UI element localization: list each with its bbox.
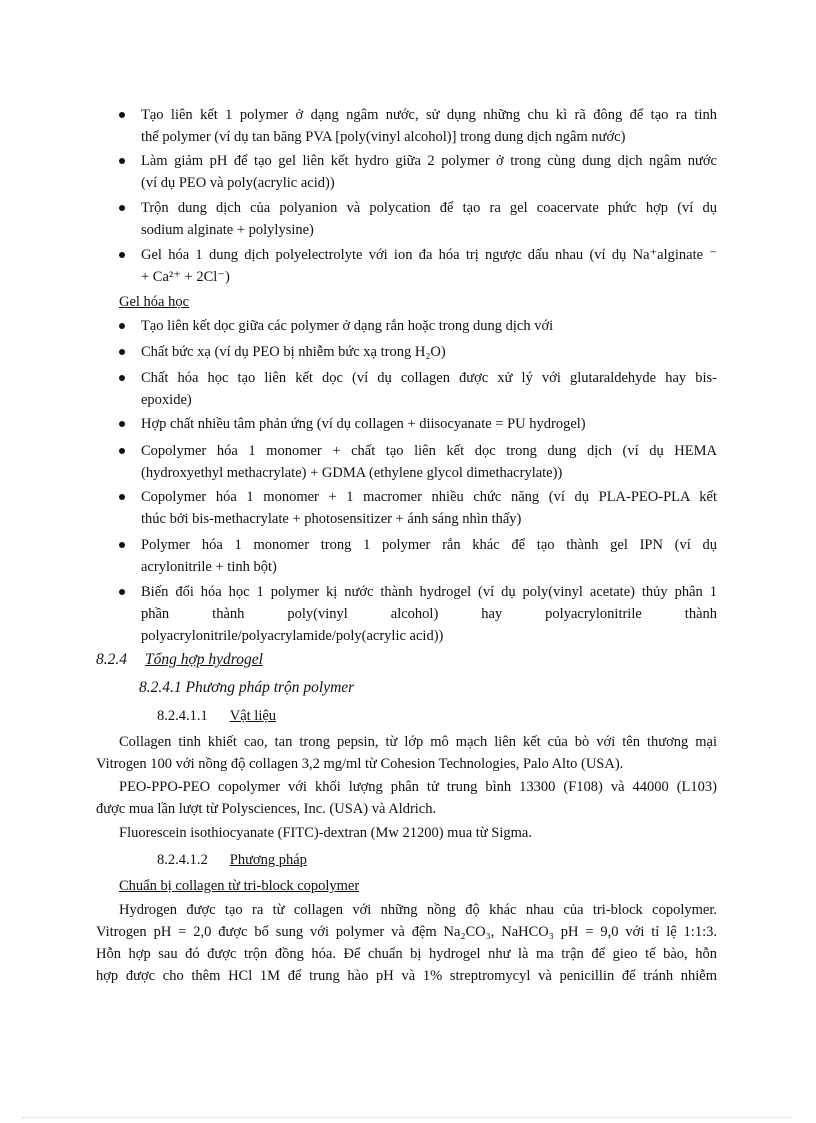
list-item-line: Tạo liên kết dọc giữa các polymer ở dạng rắn hoặc trong dung dịch với	[141, 318, 554, 334]
bullet-7	[119, 375, 125, 381]
section-heading	[96, 651, 263, 669]
list-item-line: Hợp chất nhiều tâm phản ứng (ví dụ collagen + diisocyanate = PU hydrogel)	[141, 416, 586, 432]
list-item-line: Biến đổi hóa học 1 polymer kị nước thành hydrogel (ví dụ poly(vinyl acetate) thủy phân 1	[141, 584, 717, 600]
paragraph-line: Vitrogen 100 với nồng độ collagen 3,2 mg/ml từ Cohesion Technologies, Palo Alto (USA).	[96, 756, 624, 772]
subsubsection-heading-method	[157, 851, 307, 869]
paragraph-line: hợp được cho thêm HCl 1M để trung hào pH và 1% streptromycyl và penicillin để tránh nhiễm	[96, 968, 717, 984]
bullet-10	[119, 494, 125, 500]
list-item-line: epoxide)	[141, 392, 192, 408]
list-item-line: Chất hóa học tạo liên kết dọc (ví dụ collagen được xử lý với glutaraldehyde hay bis-	[141, 370, 717, 386]
paragraph-line: Collagen tinh khiết cao, tan trong pepsin, từ lớp mô mạch liên kết của bò với tên thương mại	[119, 734, 717, 750]
bullet-11	[119, 542, 125, 548]
subsubsection-heading-materials	[157, 707, 276, 725]
preparation-heading: Chuẩn bị collagen từ tri-block copolymer	[119, 878, 360, 894]
paragraph-line: được mua lần lượt từ Polysciences, Inc. (USA) và Aldrich.	[96, 801, 437, 817]
list-item-line: phần thành poly(vinyl alcohol) hay polyacrylonitrile thành	[141, 606, 717, 622]
list-item-line: (ví dụ PEO và poly(acrylic acid))	[141, 175, 335, 191]
subsubsection-number: 8.2.4.1.2	[157, 852, 208, 868]
bullet-12	[119, 589, 125, 595]
paragraph-line: PEO-PPO-PEO copolymer với khối lượng phân tử trung bình 13300 (F108) và 44000 (L103)	[119, 779, 717, 795]
list-item-line: Trộn dung dịch của polyanion và polycation để tạo ra gel coacervate phức hợp (ví dụ	[141, 200, 717, 216]
list-item-line: sodium alginate + polylysine)	[141, 222, 314, 238]
subsection-heading: 8.2.4.1 Phương pháp trộn polymer	[139, 679, 355, 696]
list-item-line: + Ca²⁺ + 2Cl⁻)	[141, 269, 230, 285]
list-item-line: acrylonitrile + tinh bột)	[141, 559, 277, 575]
list-item-line: Tạo liên kết 1 polymer ở dạng ngâm nước, sử dụng những chu kì rã đông để tạo ra tinh	[141, 107, 717, 123]
list-item-line: Copolymer hóa 1 monomer + chất tạo liên kết dọc trong dung dịch (ví dụ HEMA	[141, 443, 717, 459]
bullet-4	[119, 252, 125, 258]
bullet-1	[119, 112, 125, 118]
list-item-line: Copolymer hóa 1 monomer + 1 macromer nhiều chức năng (ví dụ PLA-PEO-PLA kết	[141, 489, 717, 505]
paragraph-line: Hydrogen được tạo ra từ collagen với những nồng độ khác nhau của tri-block copolymer.	[119, 902, 717, 918]
bullet-9	[119, 448, 125, 454]
subsubsection-number: 8.2.4.1.1	[157, 708, 208, 724]
list-item-line: polyacrylonitrile/polyacrylamide/poly(acrylic acid))	[141, 628, 444, 644]
bullet-2	[119, 158, 125, 164]
list-item-line: Chất bức xạ (ví dụ PEO bị nhiễm bức xạ trong H₂O)	[141, 344, 446, 360]
subsubsection-title: Phương pháp	[229, 852, 307, 868]
subsubsection-title: Vật liệu	[229, 708, 277, 724]
bullet-6	[119, 349, 125, 355]
section-number: 8.2.4	[96, 651, 127, 668]
section-title: Tổng hợp hydrogel	[145, 651, 263, 668]
list-item-line: thể polymer (ví dụ tan băng PVA [poly(vinyl alcohol)] trong dung dịch ngâm nước)	[141, 129, 626, 145]
bullet-8	[119, 421, 125, 427]
list-item-line: Polymer hóa 1 monomer trong 1 polymer rắn khác để tạo thành gel IPN (ví dụ	[141, 537, 717, 553]
bullet-5	[119, 323, 125, 329]
list-item-line: thúc bởi bis-methacrylate + photosensitizer + ánh sáng nhìn thấy)	[141, 511, 522, 527]
page-footer-divider	[22, 1117, 794, 1118]
list-item-line: (hydroxyethyl methacrylate) + GDMA (ethylene glycol dimethacrylate))	[141, 465, 563, 481]
chemical-gel-heading: Gel hóa học	[119, 294, 190, 310]
bullet-3	[119, 205, 125, 211]
paragraph-line: Fluorescein isothiocyanate (FITC)-dextran (Mw 21200) mua từ Sigma.	[119, 825, 532, 841]
list-item-line: Làm giảm pH để tạo gel liên kết hydro giữa 2 polymer ở trong cùng dung dịch ngâm nước	[141, 153, 717, 169]
paragraph-line: Vitrogen pH = 2,0 được bổ sung với polymer và đệm Na₂CO₃, NaHCO₃ pH = 9,0 với tỉ lệ 1:1:3.	[96, 924, 717, 940]
paragraph-line: Hỗn hợp sau đó được trộn đồng hóa. Để chuẩn bị hydrogel như là ma trận để gieo tế bào, hỗn	[96, 946, 717, 962]
list-item-line: Gel hóa 1 dung dịch polyelectrolyte với ion đa hóa trị ngược dấu nhau (ví dụ Na⁺alginate ⁻	[141, 247, 717, 263]
